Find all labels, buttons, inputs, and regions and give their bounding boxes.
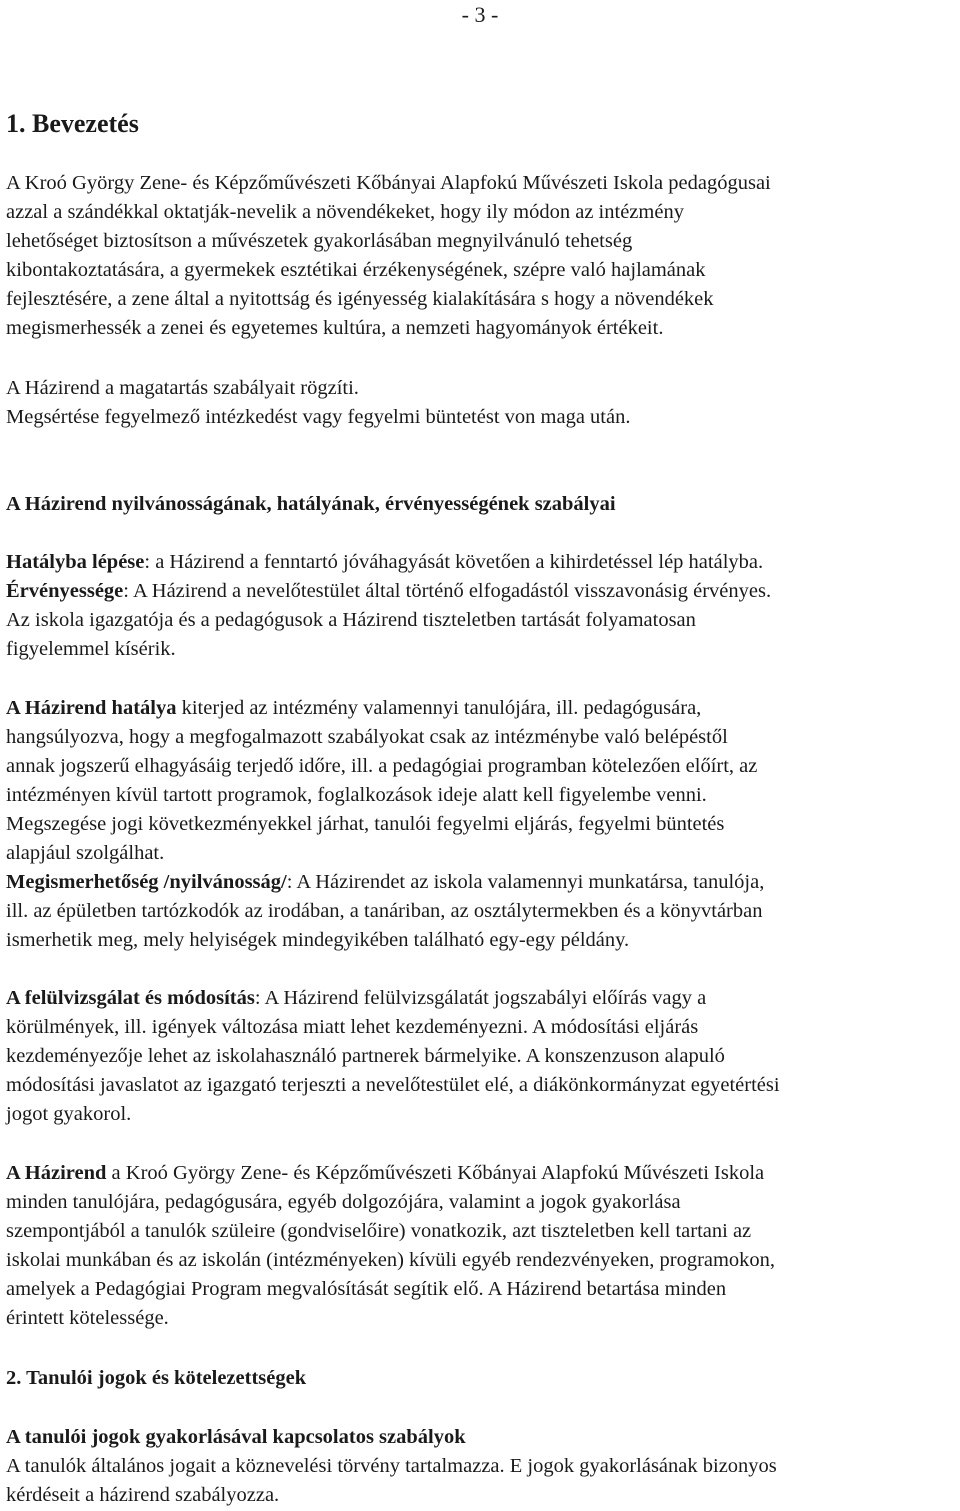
publicity-label: Megismerhetőség /nyilvánosság/ bbox=[6, 871, 287, 893]
rules-line: Megsértése fegyelmező intézkedést vagy fegyelmi büntetést von maga után. bbox=[6, 406, 631, 428]
publicity-first-line bbox=[6, 868, 958, 897]
applicability-line: szempontjából a tanulók szüleire (gondviselőire) vonatkozik, azt tiszteletben kell tartani az bbox=[6, 1220, 752, 1242]
intro-paragraph bbox=[6, 169, 958, 343]
review-line: módosítási javaslatot az igazgató terjeszti a nevelőtestület elé, a diákönkormányzat egyetértési bbox=[6, 1074, 780, 1096]
applicability-line: minden tanulójára, pedagógusára, egyéb dolgozójára, valamint a jogok gyakorlása bbox=[6, 1191, 681, 1213]
applicability-first-text: a Kroó György Zene- és Képzőművészeti Kőbányai Alapfokú Művészeti Iskola bbox=[106, 1162, 765, 1184]
section-2-line: kérdéseit a házirend szabályozza. bbox=[6, 1484, 280, 1506]
rules-paragraph bbox=[6, 374, 958, 432]
validity-heading: A Házirend nyilvánosságának, hatályának, érvényességének szabályai bbox=[6, 493, 616, 515]
effect-label: Hatályba lépése bbox=[6, 551, 145, 573]
section-2-line: A tanulók általános jogait a köznevelési törvény tartalmazza. E jogok gyakorlásának bizonyos bbox=[6, 1455, 777, 1477]
publicity-first-text: : A Házirendet az iskola valamennyi munkatársa, tanulója, bbox=[286, 871, 765, 893]
review-label: A felülvizsgálat és módosítás bbox=[6, 987, 255, 1009]
effect-text: : a Házirend a fenntartó jóváhagyását követően a kihirdetéssel lép hatályba. bbox=[144, 551, 764, 573]
scope-line: Megszegése jogi következményekkel járhat, tanulói fegyelmi eljárás, fegyelmi büntetés bbox=[6, 813, 725, 835]
applicability-line: iskolai munkában és az iskolán (intézményeken) kívüli egyéb rendezvényeken, programokon, bbox=[6, 1249, 776, 1271]
effect-line bbox=[6, 548, 958, 577]
review-paragraph bbox=[6, 984, 958, 1129]
scope-line: alapjául szolgálhat. bbox=[6, 842, 165, 864]
applicability-line: érintett kötelessége. bbox=[6, 1307, 169, 1329]
publicity-line: ismerhetik meg, mely helyiségek mindegyikében található egy-egy példány. bbox=[6, 929, 630, 951]
respect-line: Az iskola igazgatója és a pedagógusok a Házirend tiszteletben tartását folyamatosan bbox=[6, 609, 696, 631]
section-2-title: 2. Tanulói jogok és kötelezettségek bbox=[6, 1367, 307, 1389]
review-first-line bbox=[6, 984, 958, 1013]
intro-line: fejlesztésére, a zene által a nyitottság és igényesség kialakítására s hogy a növendékek bbox=[6, 288, 714, 310]
applicability-first-line bbox=[6, 1159, 958, 1188]
validity-line bbox=[6, 577, 958, 606]
page-number: - 3 - bbox=[461, 2, 499, 27]
validity-paragraph bbox=[6, 548, 958, 664]
rules-line: A Házirend a magatartás szabályait rögzíti. bbox=[6, 377, 359, 399]
review-line: kezdeményezője lehet az iskolahasználó partnerek bármelyike. A konszenzuson alapuló bbox=[6, 1045, 725, 1067]
scope-line: intézményen kívül tartott programok, foglalkozások ideje alatt kell figyelembe venni. bbox=[6, 784, 707, 806]
scope-paragraph bbox=[6, 694, 958, 955]
section-2-paragraph bbox=[6, 1452, 958, 1510]
validity-text: : A Házirend a nevelőtestület által történő elfogadástól visszavonásig érvényes. bbox=[123, 580, 772, 602]
applicability-paragraph bbox=[6, 1159, 958, 1333]
scope-label: A Házirend hatálya bbox=[6, 697, 177, 719]
intro-line: lehetőséget biztosítson a művészetek gyakorlásában megnyilvánuló tehetség bbox=[6, 230, 633, 252]
scope-line: hangsúlyozva, hogy a megfogalmazott szabályokat csak az intézménybe való belépéstől bbox=[6, 726, 728, 748]
intro-line: azzal a szándékkal oktatják-nevelik a növendékeket, hogy ily módon az intézmény bbox=[6, 201, 684, 223]
scope-first-text: kiterjed az intézmény valamennyi tanulójára, ill. pedagógusára, bbox=[176, 697, 702, 719]
scope-first-line bbox=[6, 694, 958, 723]
intro-line: megismerhessék a zenei és egyetemes kultúra, a nemzeti hagyományok értékeit. bbox=[6, 317, 664, 339]
intro-line: A Kroó György Zene- és Képzőművészeti Kőbányai Alapfokú Művészeti Iskola pedagógusai bbox=[6, 172, 771, 194]
section-2-subheading: A tanulói jogok gyakorlásával kapcsolatos szabályok bbox=[6, 1426, 466, 1448]
respect-line: figyelemmel kísérik. bbox=[6, 638, 176, 660]
applicability-label: A Házirend bbox=[6, 1162, 107, 1184]
validity-label: Érvényessége bbox=[6, 580, 124, 602]
review-line: jogot gyakorol. bbox=[6, 1103, 132, 1125]
publicity-line: ill. az épületben tartózkodók az irodában, a tanáriban, az osztálytermekben és a könyvtárban bbox=[6, 900, 763, 922]
review-line: körülmények, ill. igények változása miatt lehet kezdeményezni. A módosítási eljárás bbox=[6, 1016, 699, 1038]
review-first-text: : A Házirend felülvizsgálatát jogszabályi előírás vagy a bbox=[254, 987, 707, 1009]
section-1-title: 1. Bevezetés bbox=[6, 109, 139, 138]
applicability-line: amelyek a Pedagógiai Program megvalósítását segítik elő. A Házirend betartása minden bbox=[6, 1278, 727, 1300]
intro-line: kibontakoztatására, a gyermekek esztétikai érzékenységének, szépre való hajlamának bbox=[6, 259, 706, 281]
scope-line: annak jogszerű elhagyásáig terjedő időre, ill. a pedagógiai programban kötelezően előírt, az bbox=[6, 755, 758, 777]
